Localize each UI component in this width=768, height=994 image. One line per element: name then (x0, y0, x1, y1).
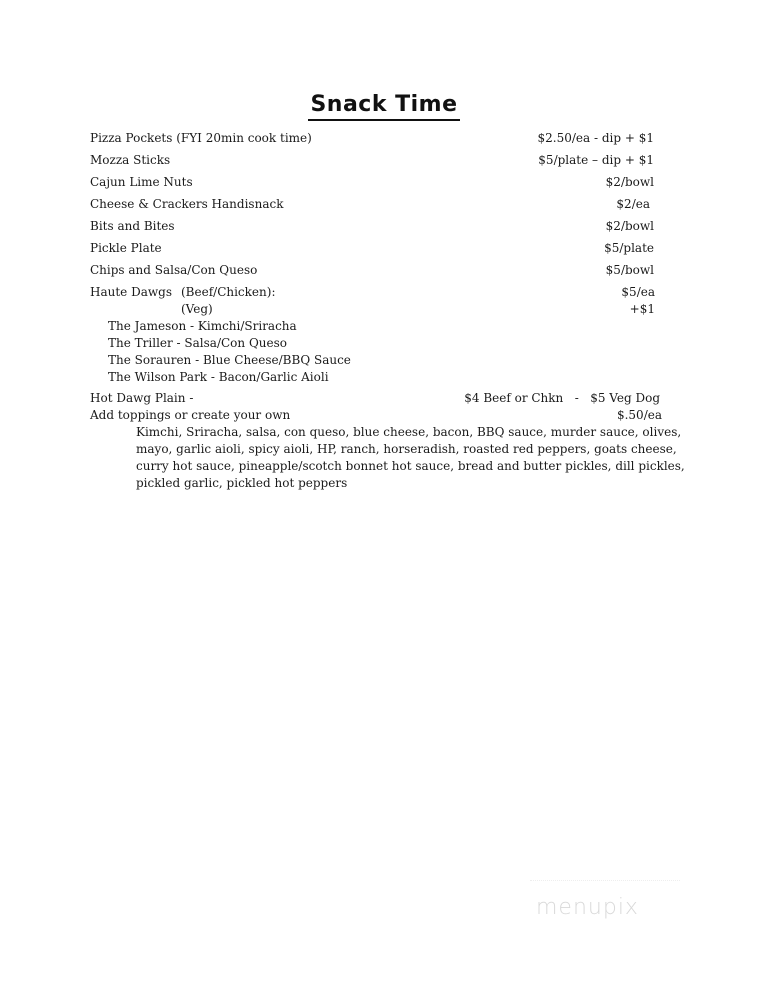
menu-item (90, 152, 654, 168)
item-name: Pickle Plate (90, 241, 162, 255)
menu-item (90, 218, 654, 234)
item-price: $5/bowl (605, 263, 654, 277)
watermark-decoration (530, 880, 680, 887)
item-name: Cajun Lime Nuts (90, 175, 193, 189)
hot-dawg-plain-row (90, 390, 660, 406)
item-name: Mozza Sticks (90, 153, 171, 167)
haute-dawg-variety: The Wilson Park - Bacon/Garlic Aioli (108, 370, 329, 384)
haute-dawgs-veg-row (90, 301, 654, 317)
menu-item (90, 196, 654, 212)
toppings-row (90, 407, 662, 423)
watermark-logo: menupix (536, 895, 639, 920)
haute-dawgs-option-beef-chicken: (Beef/Chicken): (181, 285, 276, 299)
haute-dawgs-name: Haute Dawgs (90, 285, 172, 299)
menu-item (90, 130, 654, 146)
toppings-line: Kimchi, Sriracha, salsa, con queso, blue cheese, bacon, BBQ sauce, murder sauce, olives, (136, 425, 682, 439)
item-price: $5/plate (604, 241, 654, 255)
hot-dawg-plain-name: Hot Dawg Plain - (90, 391, 194, 405)
haute-dawg-variety: The Jameson - Kimchi/Sriracha (108, 319, 297, 333)
toppings-name: Add toppings or create your own (90, 408, 291, 422)
haute-dawg-variety: The Triller - Salsa/Con Queso (108, 336, 287, 350)
haute-dawgs-price: $5/ea (621, 285, 655, 299)
item-name: Chips and Salsa/Con Queso (90, 263, 258, 277)
haute-dawgs-option-veg: (Veg) (181, 302, 213, 316)
item-name: Cheese & Crackers Handisnack (90, 197, 284, 211)
toppings-price: $.50/ea (616, 408, 662, 422)
menu-item (90, 174, 654, 190)
item-price: $2/bowl (605, 219, 654, 233)
menu-item (90, 262, 654, 278)
item-name: Pizza Pockets (FYI 20min cook time) (90, 131, 312, 145)
item-price: $2.50/ea - dip + $1 (537, 131, 654, 145)
menu-title-text: Snack Time (308, 92, 459, 121)
haute-dawg-variety: The Sorauren - Blue Cheese/BBQ Sauce (108, 353, 351, 367)
menu-title (0, 92, 768, 121)
item-price: $2/ea (616, 197, 650, 211)
toppings-line: pickled garlic, pickled hot peppers (136, 476, 348, 490)
item-price: $2/bowl (605, 175, 654, 189)
hot-dawg-plain-price: $4 Beef or Chkn - $5 Veg Dog (464, 391, 660, 405)
haute-dawgs-veg-price: +$1 (629, 302, 655, 316)
menu-item (90, 240, 654, 256)
haute-dawgs-row (90, 284, 654, 300)
toppings-list (136, 424, 685, 492)
toppings-line: curry hot sauce, pineapple/scotch bonnet hot sauce, bread and butter pickles, dill pickles, (136, 459, 685, 473)
toppings-line: mayo, garlic aioli, spicy aioli, HP, ranch, horseradish, roasted red peppers, goats cheese, (136, 442, 677, 456)
item-price: $5/plate – dip + $1 (538, 153, 654, 167)
item-name: Bits and Bites (90, 219, 175, 233)
